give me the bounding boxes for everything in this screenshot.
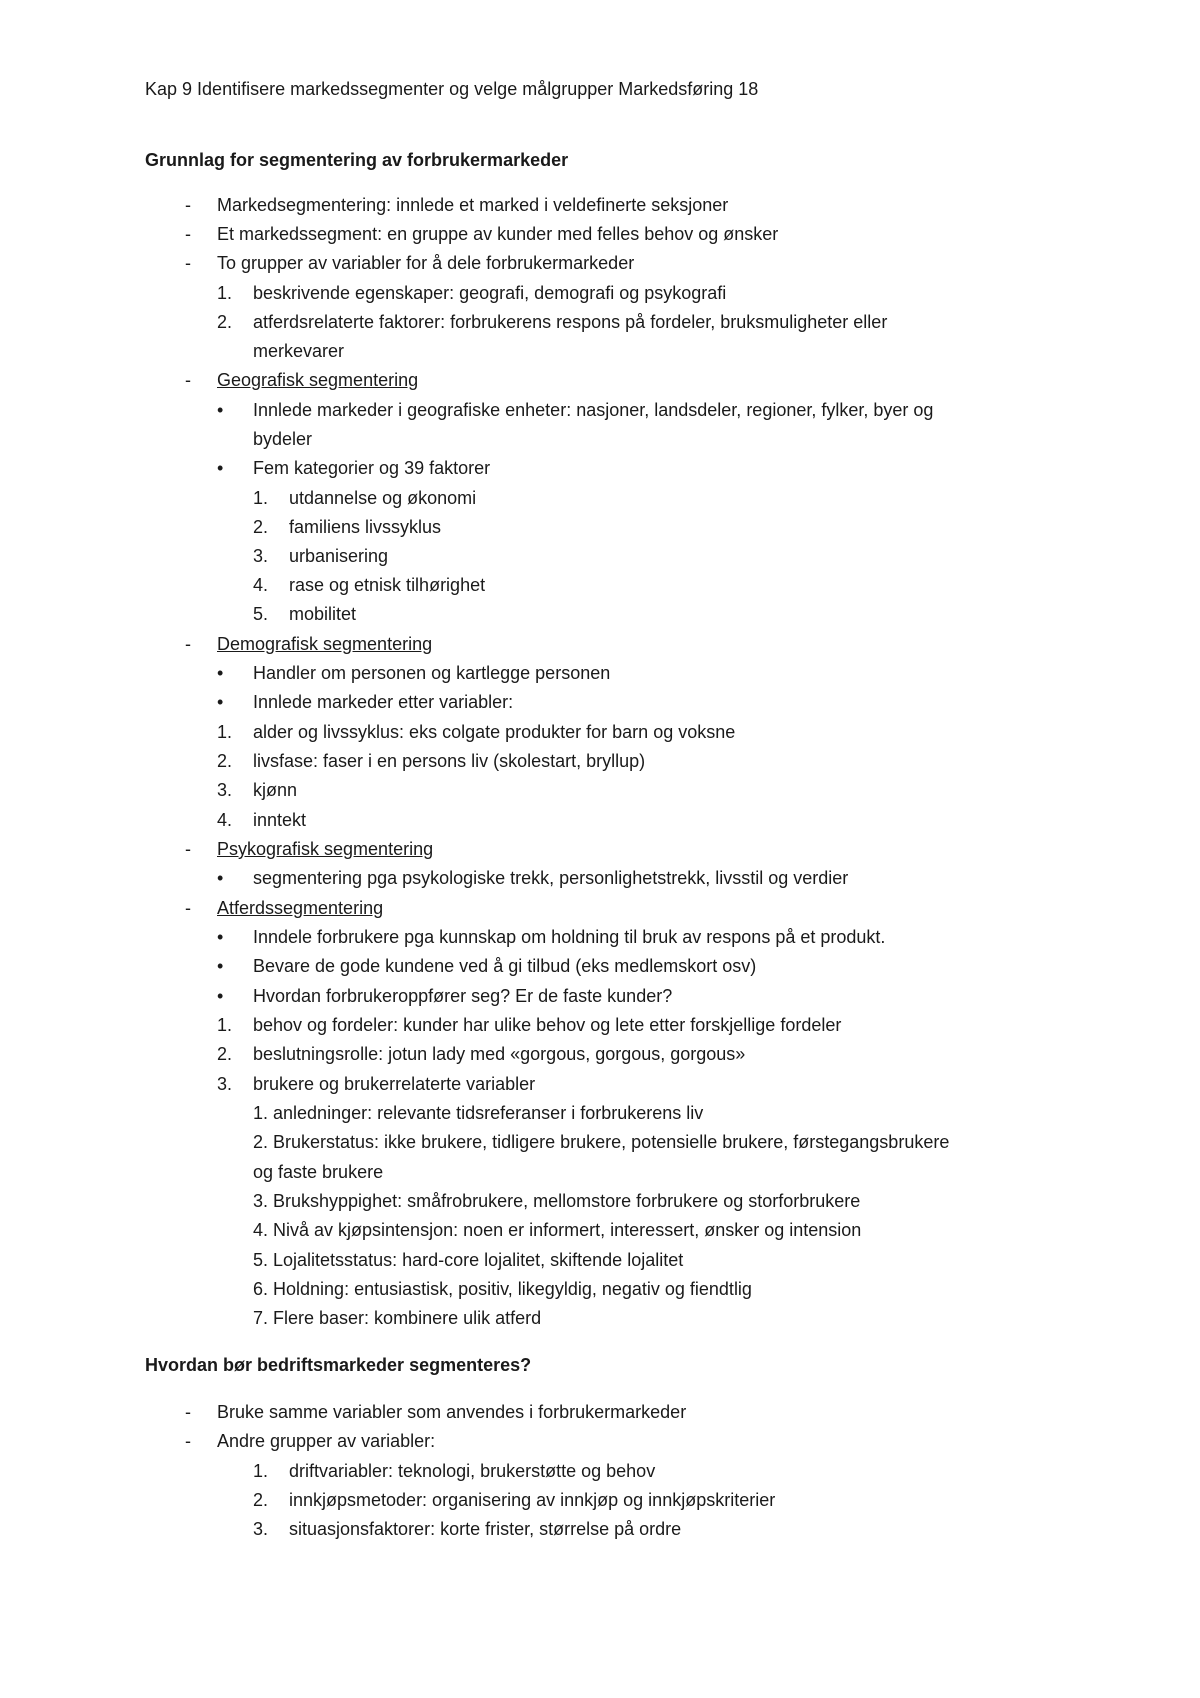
bullet-marker: • [217,400,224,420]
number-marker: 3. [253,1519,269,1539]
list-item: beskrivende egenskaper: geografi, demografi og psykografi [253,283,727,303]
dash-marker: - [185,253,191,273]
number-marker: 3. [217,780,233,800]
list-item: segmentering pga psykologiske trekk, personlighetstrekk, livsstil og verdier [253,868,849,888]
page-header: Kap 9 Identifisere markedssegmenter og velge målgrupper Markedsføring 18 [145,79,759,99]
list-item: 5. Lojalitetsstatus: hard-core lojalitet, skiftende lojalitet [253,1250,684,1270]
list-item: Bruke samme variabler som anvendes i forbrukermarkeder [217,1402,687,1422]
list-item: rase og etnisk tilhørighet [289,575,486,595]
number-marker: 1. [253,1461,269,1481]
list-item: Bevare de gode kundene ved å gi tilbud (eks medlemskort osv) [253,956,757,976]
list-item: Andre grupper av variabler: [217,1431,436,1451]
list-item: alder og livssyklus: eks colgate produkter for barn og voksne [253,722,736,742]
subheading-behavioral: Atferdssegmentering [217,898,384,918]
list-item: Inndele forbrukere pga kunnskap om holdning til bruk av respons på et produkt. [253,927,886,947]
bullet-marker: • [217,956,224,976]
list-item: Innlede markeder etter variabler: [253,692,514,712]
list-item: 2. Brukerstatus: ikke brukere, tidligere brukere, potensielle brukere, førstegangsbrukere [253,1132,950,1152]
subheading-psychographic: Psykografisk segmentering [217,839,434,859]
bullet-marker: • [217,692,224,712]
list-item: Markedsegmentering: innlede et marked i veldefinerte seksjoner [217,195,729,215]
dash-marker: - [185,370,191,390]
list-item: To grupper av variabler for å dele forbrukermarkeder [217,253,635,273]
list-item: beslutningsrolle: jotun lady med «gorgous, gorgous, gorgous» [253,1044,746,1064]
list-item: 6. Holdning: entusiastisk, positiv, likegyldig, negativ og fiendtlig [253,1279,752,1299]
list-item: Innlede markeder i geografiske enheter: nasjoner, landsdeler, regioner, fylker, byer og [253,400,934,420]
number-marker: 2. [217,312,233,332]
list-item: Hvordan forbrukeroppfører seg? Er de faste kunder? [253,986,673,1006]
list-item-continuation: og faste brukere [253,1162,384,1182]
dash-marker: - [185,634,191,654]
list-item: innkjøpsmetoder: organisering av innkjøp og innkjøpskriterier [289,1490,776,1510]
list-item: driftvariabler: teknologi, brukerstøtte og behov [289,1461,656,1481]
list-item: kjønn [253,780,298,800]
list-item: situasjonsfaktorer: korte frister, størrelse på ordre [289,1519,682,1539]
dash-marker: - [185,839,191,859]
number-marker: 1. [217,283,233,303]
list-item-continuation: merkevarer [253,341,345,361]
list-item: 4. Nivå av kjøpsintensjon: noen er informert, interessert, ønsker og intension [253,1220,862,1240]
list-item: familiens livssyklus [289,517,442,537]
number-marker: 1. [217,1015,233,1035]
bullet-marker: • [217,986,224,1006]
list-item: mobilitet [289,604,357,624]
list-item: 3. Brukshyppighet: småfrobrukere, mellomstore forbrukere og storforbrukere [253,1191,861,1211]
bullet-marker: • [217,663,224,683]
dash-marker: - [185,195,191,215]
number-marker: 3. [217,1074,233,1094]
subheading-demographic: Demografisk segmentering [217,634,433,654]
number-marker: 2. [253,1490,269,1510]
number-marker: 2. [253,517,269,537]
bullet-marker: • [217,868,224,888]
list-item: Handler om personen og kartlegge personen [253,663,611,683]
number-marker: 1. [217,722,233,742]
list-item: behov og fordeler: kunder har ulike behov og lete etter forskjellige fordeler [253,1015,842,1035]
number-marker: 4. [253,575,269,595]
dash-marker: - [185,898,191,918]
bullet-marker: • [217,927,224,947]
list-item: Fem kategorier og 39 faktorer [253,458,491,478]
list-item: livsfase: faser i en persons liv (skolestart, bryllup) [253,751,646,771]
number-marker: 3. [253,546,269,566]
list-item: brukere og brukerrelaterte variabler [253,1074,536,1094]
list-item-continuation: bydeler [253,429,313,449]
list-item: urbanisering [289,546,389,566]
section-title-consumer-markets: Grunnlag for segmentering av forbrukermarkeder [145,150,569,170]
list-item: Et markedssegment: en gruppe av kunder med felles behov og ønsker [217,224,779,244]
dash-marker: - [185,1431,191,1451]
bullet-marker: • [217,458,224,478]
list-item: utdannelse og økonomi [289,488,477,508]
number-marker: 1. [253,488,269,508]
section-title-business-markets: Hvordan bør bedriftsmarkeder segmenteres? [145,1355,532,1375]
list-item: 1. anledninger: relevante tidsreferanser i forbrukerens liv [253,1103,704,1123]
number-marker: 2. [217,751,233,771]
dash-marker: - [185,224,191,244]
list-item: inntekt [253,810,307,830]
number-marker: 4. [217,810,233,830]
number-marker: 5. [253,604,269,624]
dash-marker: - [185,1402,191,1422]
list-item: atferdsrelaterte faktorer: forbrukerens respons på fordeler, bruksmuligheter eller [253,312,888,332]
number-marker: 2. [217,1044,233,1064]
list-item: 7. Flere baser: kombinere ulik atferd [253,1308,542,1328]
subheading-geographic: Geografisk segmentering [217,370,419,390]
